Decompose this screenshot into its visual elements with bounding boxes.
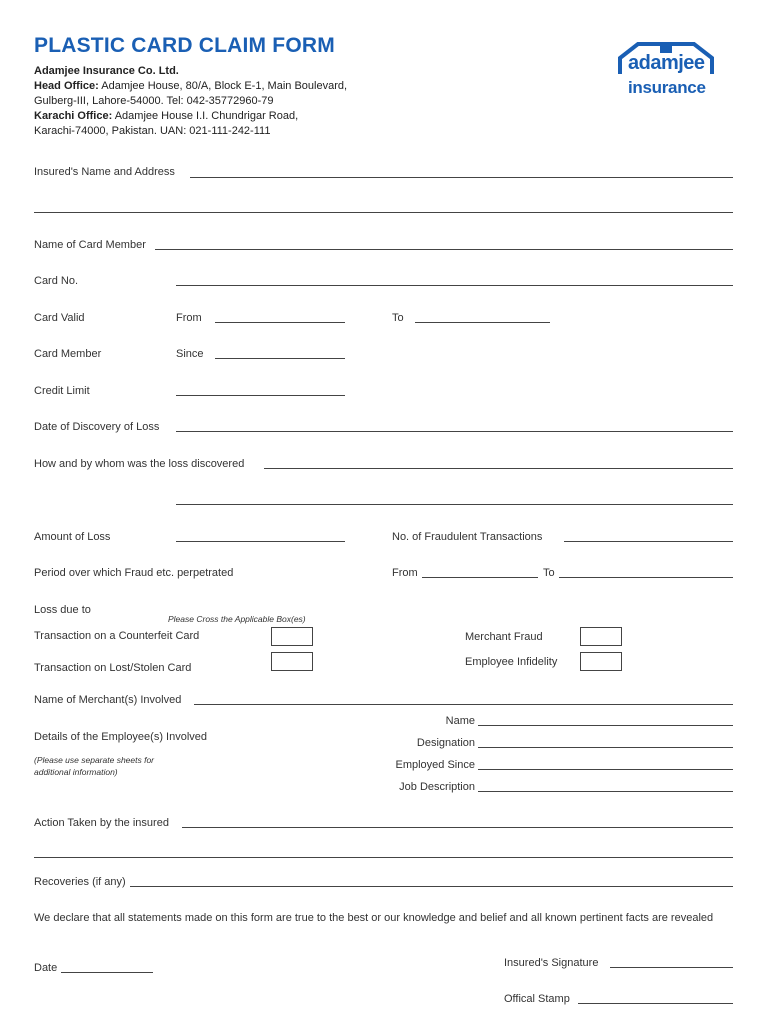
date-discovery-label: Date of Discovery of Loss bbox=[34, 421, 160, 433]
merchant-fraud-label: Merchant Fraud bbox=[465, 631, 543, 643]
card-valid-from-field[interactable] bbox=[215, 322, 345, 323]
emp-job-field[interactable] bbox=[478, 791, 733, 792]
action-taken-field-2[interactable] bbox=[34, 857, 733, 858]
stamp-field[interactable] bbox=[578, 1003, 733, 1004]
stamp-label: Offical Stamp bbox=[504, 993, 570, 1005]
date-discovery-field[interactable] bbox=[176, 431, 733, 432]
recoveries-label: Recoveries (if any) bbox=[34, 876, 126, 888]
amount-of-loss-label: Amount of Loss bbox=[34, 531, 111, 543]
page-title: PLASTIC CARD CLAIM FORM bbox=[34, 34, 335, 57]
head-office-line1: Head Office: Adamjee House, 80/A, Block E-1, Main Boulevard, bbox=[34, 80, 348, 92]
separate-sheets-note-2: additional information) bbox=[34, 767, 118, 777]
signature-label: Insured's Signature bbox=[504, 957, 599, 969]
counterfeit-label: Transaction on a Counterfeit Card bbox=[34, 630, 200, 642]
emp-since-field[interactable] bbox=[478, 769, 733, 770]
logo-top-text: adamjee bbox=[628, 52, 705, 74]
card-member-label: Card Member bbox=[34, 348, 102, 360]
insured-name-label: Insured's Name and Address bbox=[34, 166, 175, 178]
logo-bottom-text: insurance bbox=[628, 78, 706, 97]
card-valid-from-label: From bbox=[176, 312, 202, 324]
card-member-since-label: Since bbox=[176, 348, 204, 360]
company-name: Adamjee Insurance Co. Ltd. bbox=[34, 65, 179, 77]
insured-name-field[interactable] bbox=[190, 177, 733, 178]
recoveries-field[interactable] bbox=[130, 886, 733, 887]
action-taken-label: Action Taken by the insured bbox=[34, 817, 169, 829]
card-member-name-label: Name of Card Member bbox=[34, 239, 146, 251]
amount-of-loss-field[interactable] bbox=[176, 541, 345, 542]
credit-limit-field[interactable] bbox=[176, 395, 345, 396]
lost-stolen-label: Transaction on Lost/Stolen Card bbox=[34, 662, 192, 674]
card-no-field[interactable] bbox=[176, 285, 733, 286]
insured-address-field[interactable] bbox=[34, 212, 733, 213]
signature-field[interactable] bbox=[610, 967, 733, 968]
card-valid-to-field[interactable] bbox=[415, 322, 550, 323]
card-member-name-field[interactable] bbox=[155, 249, 733, 250]
loss-due-to-label: Loss due to bbox=[34, 604, 91, 616]
credit-limit-label: Credit Limit bbox=[34, 385, 90, 397]
karachi-office-line2: Karachi-74000, Pakistan. UAN: 021-111-242-111 bbox=[34, 125, 271, 137]
emp-designation-label: Designation bbox=[416, 737, 475, 749]
separate-sheets-note-1: (Please use separate sheets for bbox=[34, 755, 155, 765]
action-taken-field[interactable] bbox=[182, 827, 733, 828]
card-valid-to-label: To bbox=[392, 312, 404, 324]
how-discovered-label: How and by whom was the loss discovered bbox=[34, 458, 245, 470]
emp-job-label: Job Description bbox=[399, 781, 475, 793]
period-from-field[interactable] bbox=[422, 577, 538, 578]
cross-note: Please Cross the Applicable Box(es) bbox=[168, 614, 306, 624]
period-fraud-label: Period over which Fraud etc. perpetrated bbox=[34, 567, 234, 579]
karachi-office-line1: Karachi Office: Adamjee House I.I. Chundrigar Road, bbox=[34, 110, 299, 122]
how-discovered-field[interactable] bbox=[264, 468, 733, 469]
emp-name-field[interactable] bbox=[478, 725, 733, 726]
card-member-since-field[interactable] bbox=[215, 358, 345, 359]
head-office-line2: Gulberg-III, Lahore-54000. Tel: 042-35772960-79 bbox=[34, 95, 274, 107]
how-discovered-field-2[interactable] bbox=[176, 504, 733, 505]
declaration-text: We declare that all statements made on this form are true to the best or our knowledge and belief and all known pertinent facts are revealed bbox=[34, 912, 714, 924]
merchants-involved-field[interactable] bbox=[194, 704, 733, 705]
merchants-involved-label: Name of Merchant(s) Involved bbox=[34, 694, 182, 706]
date-label: Date bbox=[34, 962, 58, 974]
no-fraudulent-label: No. of Fraudulent Transactions bbox=[392, 531, 543, 543]
employee-infidelity-checkbox[interactable] bbox=[580, 652, 622, 671]
employee-infidelity-label: Employee Infidelity bbox=[465, 656, 558, 668]
emp-since-label: Employed Since bbox=[395, 759, 475, 771]
period-from-label: From bbox=[392, 567, 418, 579]
period-to-field[interactable] bbox=[559, 577, 733, 578]
lost-stolen-checkbox[interactable] bbox=[271, 652, 313, 671]
emp-designation-field[interactable] bbox=[478, 747, 733, 748]
period-to-label: To bbox=[543, 567, 555, 579]
emp-name-label: Name bbox=[445, 715, 475, 727]
counterfeit-checkbox[interactable] bbox=[271, 627, 313, 646]
adamjee-logo bbox=[616, 40, 716, 102]
date-field[interactable] bbox=[61, 972, 153, 973]
employee-details-label: Details of the Employee(s) Involved bbox=[34, 731, 208, 743]
card-no-label: Card No. bbox=[34, 275, 79, 287]
card-valid-label: Card Valid bbox=[34, 312, 85, 324]
merchant-fraud-checkbox[interactable] bbox=[580, 627, 622, 646]
no-fraudulent-field[interactable] bbox=[564, 541, 733, 542]
